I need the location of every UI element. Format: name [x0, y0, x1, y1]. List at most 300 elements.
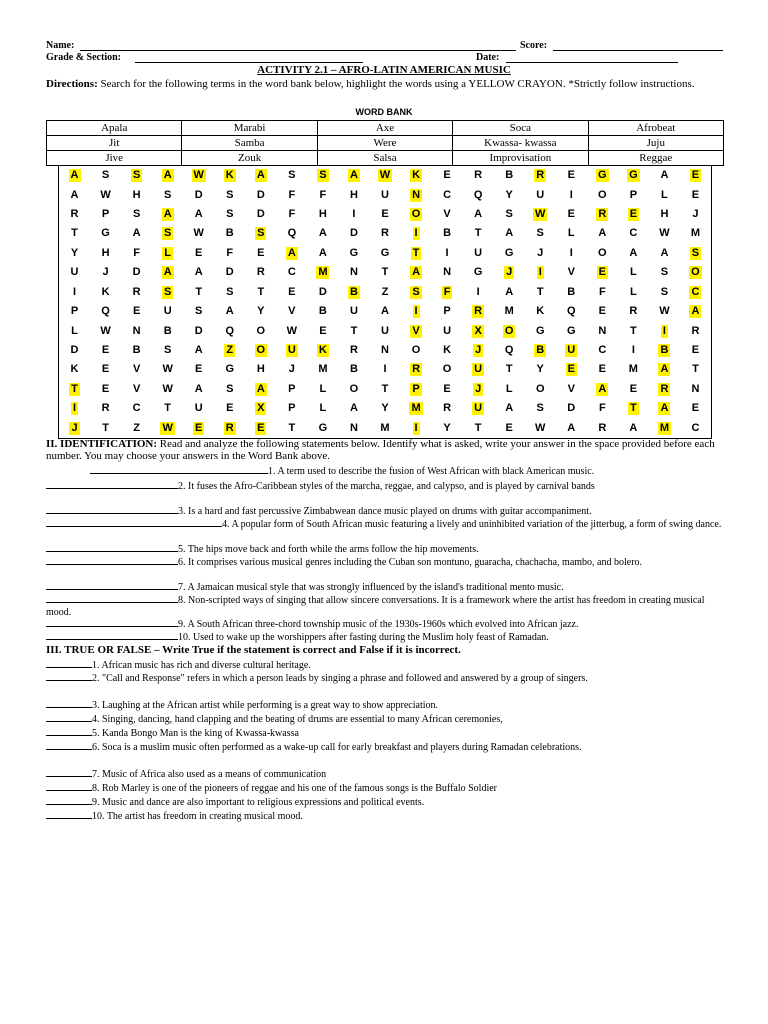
puzzle-cell[interactable]	[556, 244, 587, 263]
puzzle-cell[interactable]	[618, 399, 649, 418]
puzzle-cell[interactable]	[525, 341, 556, 360]
puzzle-cell[interactable]	[152, 341, 183, 360]
puzzle-cell[interactable]	[618, 302, 649, 321]
puzzle-cell[interactable]	[59, 224, 90, 243]
puzzle-cell[interactable]	[59, 244, 90, 263]
puzzle-cell[interactable]	[680, 263, 711, 282]
puzzle-cell[interactable]	[59, 283, 90, 302]
puzzle-cell[interactable]	[556, 283, 587, 302]
puzzle-cell[interactable]	[121, 341, 152, 360]
puzzle-cell[interactable]	[680, 302, 711, 321]
puzzle-cell[interactable]	[369, 205, 400, 224]
puzzle-cell[interactable]	[59, 185, 90, 204]
puzzle-cell[interactable]	[587, 321, 618, 340]
answer-blank[interactable]	[46, 671, 92, 681]
puzzle-cell[interactable]	[556, 224, 587, 243]
puzzle-cell[interactable]	[587, 166, 618, 185]
answer-blank[interactable]	[46, 809, 92, 819]
puzzle-cell[interactable]	[649, 399, 680, 418]
puzzle-cell[interactable]	[90, 166, 121, 185]
answer-blank[interactable]	[46, 555, 178, 565]
puzzle-cell[interactable]	[463, 166, 494, 185]
puzzle-cell[interactable]	[152, 399, 183, 418]
puzzle-cell[interactable]	[494, 244, 525, 263]
puzzle-cell[interactable]	[556, 302, 587, 321]
puzzle-cell[interactable]	[183, 380, 214, 399]
puzzle-cell[interactable]	[525, 380, 556, 399]
puzzle-cell[interactable]	[680, 399, 711, 418]
puzzle-cell[interactable]	[338, 302, 369, 321]
puzzle-cell[interactable]	[494, 341, 525, 360]
puzzle-cell[interactable]	[214, 321, 245, 340]
puzzle-cell[interactable]	[369, 263, 400, 282]
puzzle-cell[interactable]	[214, 205, 245, 224]
puzzle-cell[interactable]	[525, 185, 556, 204]
puzzle-cell[interactable]	[463, 263, 494, 282]
puzzle-cell[interactable]	[152, 302, 183, 321]
puzzle-cell[interactable]	[121, 302, 152, 321]
puzzle-cell[interactable]	[338, 341, 369, 360]
puzzle-cell[interactable]	[587, 380, 618, 399]
puzzle-cell[interactable]	[183, 283, 214, 302]
puzzle-cell[interactable]	[432, 283, 463, 302]
puzzle-cell[interactable]	[59, 419, 90, 438]
puzzle-cell[interactable]	[245, 244, 276, 263]
puzzle-cell[interactable]	[649, 283, 680, 302]
puzzle-cell[interactable]	[432, 244, 463, 263]
puzzle-cell[interactable]	[649, 380, 680, 399]
puzzle-cell[interactable]	[152, 205, 183, 224]
puzzle-cell[interactable]	[59, 302, 90, 321]
puzzle-cell[interactable]	[307, 263, 338, 282]
puzzle-cell[interactable]	[183, 360, 214, 379]
puzzle-cell[interactable]	[369, 302, 400, 321]
puzzle-cell[interactable]	[152, 419, 183, 438]
puzzle-cell[interactable]	[432, 166, 463, 185]
puzzle-cell[interactable]	[463, 205, 494, 224]
puzzle-cell[interactable]	[432, 399, 463, 418]
puzzle-cell[interactable]	[494, 205, 525, 224]
puzzle-cell[interactable]	[90, 321, 121, 340]
puzzle-cell[interactable]	[214, 341, 245, 360]
puzzle-cell[interactable]	[432, 185, 463, 204]
puzzle-cell[interactable]	[307, 283, 338, 302]
puzzle-cell[interactable]	[214, 399, 245, 418]
puzzle-cell[interactable]	[369, 419, 400, 438]
puzzle-cell[interactable]	[338, 244, 369, 263]
puzzle-cell[interactable]	[369, 244, 400, 263]
puzzle-cell[interactable]	[183, 166, 214, 185]
puzzle-cell[interactable]	[463, 283, 494, 302]
puzzle-cell[interactable]	[59, 380, 90, 399]
puzzle-cell[interactable]	[307, 302, 338, 321]
puzzle-cell[interactable]	[401, 166, 432, 185]
puzzle-cell[interactable]	[121, 263, 152, 282]
puzzle-cell[interactable]	[121, 419, 152, 438]
answer-blank[interactable]	[46, 712, 92, 722]
puzzle-cell[interactable]	[276, 283, 307, 302]
puzzle-cell[interactable]	[276, 302, 307, 321]
puzzle-cell[interactable]	[680, 166, 711, 185]
puzzle-cell[interactable]	[401, 185, 432, 204]
puzzle-cell[interactable]	[587, 302, 618, 321]
puzzle-cell[interactable]	[556, 380, 587, 399]
answer-blank[interactable]	[46, 698, 92, 708]
puzzle-cell[interactable]	[214, 360, 245, 379]
puzzle-cell[interactable]	[587, 419, 618, 438]
puzzle-cell[interactable]	[338, 380, 369, 399]
puzzle-cell[interactable]	[276, 380, 307, 399]
puzzle-cell[interactable]	[525, 302, 556, 321]
puzzle-cell[interactable]	[307, 224, 338, 243]
puzzle-cell[interactable]	[556, 185, 587, 204]
puzzle-cell[interactable]	[556, 263, 587, 282]
puzzle-cell[interactable]	[214, 263, 245, 282]
puzzle-cell[interactable]	[338, 185, 369, 204]
puzzle-cell[interactable]	[214, 302, 245, 321]
puzzle-cell[interactable]	[649, 166, 680, 185]
puzzle-cell[interactable]	[90, 244, 121, 263]
puzzle-cell[interactable]	[121, 185, 152, 204]
puzzle-cell[interactable]	[587, 283, 618, 302]
answer-blank[interactable]	[46, 542, 178, 552]
puzzle-cell[interactable]	[152, 360, 183, 379]
puzzle-cell[interactable]	[618, 321, 649, 340]
puzzle-cell[interactable]	[152, 244, 183, 263]
puzzle-cell[interactable]	[121, 244, 152, 263]
puzzle-cell[interactable]	[152, 224, 183, 243]
puzzle-cell[interactable]	[401, 321, 432, 340]
puzzle-cell[interactable]	[307, 185, 338, 204]
puzzle-cell[interactable]	[276, 399, 307, 418]
puzzle-cell[interactable]	[680, 244, 711, 263]
puzzle-cell[interactable]	[245, 263, 276, 282]
puzzle-cell[interactable]	[649, 360, 680, 379]
puzzle-cell[interactable]	[525, 205, 556, 224]
puzzle-cell[interactable]	[245, 185, 276, 204]
puzzle-cell[interactable]	[90, 419, 121, 438]
score-field[interactable]	[553, 50, 723, 51]
puzzle-cell[interactable]	[618, 185, 649, 204]
puzzle-cell[interactable]	[121, 399, 152, 418]
puzzle-cell[interactable]	[401, 419, 432, 438]
puzzle-cell[interactable]	[152, 283, 183, 302]
puzzle-cell[interactable]	[338, 166, 369, 185]
puzzle-cell[interactable]	[152, 166, 183, 185]
puzzle-cell[interactable]	[183, 185, 214, 204]
puzzle-cell[interactable]	[121, 166, 152, 185]
puzzle-cell[interactable]	[90, 205, 121, 224]
puzzle-cell[interactable]	[90, 380, 121, 399]
puzzle-cell[interactable]	[463, 360, 494, 379]
puzzle-cell[interactable]	[214, 283, 245, 302]
puzzle-cell[interactable]	[556, 321, 587, 340]
puzzle-cell[interactable]	[307, 321, 338, 340]
puzzle-cell[interactable]	[556, 341, 587, 360]
puzzle-cell[interactable]	[307, 205, 338, 224]
puzzle-cell[interactable]	[618, 341, 649, 360]
puzzle-cell[interactable]	[494, 283, 525, 302]
answer-blank[interactable]	[46, 781, 92, 791]
puzzle-cell[interactable]	[649, 244, 680, 263]
answer-blank[interactable]	[46, 726, 92, 736]
answer-blank[interactable]	[90, 464, 268, 474]
puzzle-cell[interactable]	[369, 283, 400, 302]
puzzle-cell[interactable]	[276, 244, 307, 263]
puzzle-cell[interactable]	[152, 185, 183, 204]
puzzle-cell[interactable]	[121, 380, 152, 399]
puzzle-cell[interactable]	[183, 419, 214, 438]
puzzle-cell[interactable]	[369, 380, 400, 399]
puzzle-cell[interactable]	[245, 341, 276, 360]
puzzle-cell[interactable]	[121, 360, 152, 379]
puzzle-cell[interactable]	[307, 360, 338, 379]
puzzle-cell[interactable]	[369, 224, 400, 243]
puzzle-cell[interactable]	[494, 380, 525, 399]
puzzle-cell[interactable]	[494, 419, 525, 438]
puzzle-cell[interactable]	[401, 360, 432, 379]
puzzle-cell[interactable]	[494, 302, 525, 321]
puzzle-cell[interactable]	[432, 302, 463, 321]
puzzle-cell[interactable]	[90, 399, 121, 418]
puzzle-cell[interactable]	[525, 224, 556, 243]
puzzle-cell[interactable]	[121, 283, 152, 302]
puzzle-cell[interactable]	[680, 205, 711, 224]
puzzle-cell[interactable]	[245, 205, 276, 224]
puzzle-cell[interactable]	[525, 399, 556, 418]
puzzle-cell[interactable]	[276, 263, 307, 282]
puzzle-cell[interactable]	[59, 321, 90, 340]
puzzle-cell[interactable]	[401, 263, 432, 282]
puzzle-cell[interactable]	[618, 360, 649, 379]
puzzle-cell[interactable]	[369, 166, 400, 185]
puzzle-cell[interactable]	[59, 166, 90, 185]
puzzle-cell[interactable]	[649, 341, 680, 360]
puzzle-cell[interactable]	[649, 224, 680, 243]
puzzle-cell[interactable]	[276, 185, 307, 204]
puzzle-cell[interactable]	[587, 244, 618, 263]
puzzle-cell[interactable]	[649, 419, 680, 438]
puzzle-cell[interactable]	[463, 302, 494, 321]
puzzle-cell[interactable]	[680, 341, 711, 360]
answer-blank[interactable]	[46, 767, 92, 777]
puzzle-cell[interactable]	[59, 399, 90, 418]
puzzle-cell[interactable]	[245, 224, 276, 243]
puzzle-cell[interactable]	[556, 419, 587, 438]
puzzle-cell[interactable]	[680, 360, 711, 379]
puzzle-cell[interactable]	[463, 341, 494, 360]
puzzle-cell[interactable]	[618, 244, 649, 263]
puzzle-cell[interactable]	[432, 341, 463, 360]
puzzle-cell[interactable]	[525, 263, 556, 282]
puzzle-cell[interactable]	[214, 224, 245, 243]
answer-blank[interactable]	[46, 580, 178, 590]
puzzle-cell[interactable]	[59, 360, 90, 379]
puzzle-cell[interactable]	[152, 380, 183, 399]
puzzle-cell[interactable]	[183, 302, 214, 321]
puzzle-cell[interactable]	[245, 302, 276, 321]
puzzle-cell[interactable]	[307, 380, 338, 399]
puzzle-cell[interactable]	[618, 205, 649, 224]
puzzle-cell[interactable]	[307, 166, 338, 185]
puzzle-cell[interactable]	[401, 244, 432, 263]
puzzle-cell[interactable]	[183, 263, 214, 282]
puzzle-cell[interactable]	[276, 166, 307, 185]
puzzle-cell[interactable]	[587, 263, 618, 282]
puzzle-cell[interactable]	[680, 224, 711, 243]
puzzle-cell[interactable]	[556, 399, 587, 418]
puzzle-cell[interactable]	[183, 399, 214, 418]
puzzle-cell[interactable]	[680, 419, 711, 438]
puzzle-cell[interactable]	[556, 205, 587, 224]
answer-blank[interactable]	[46, 517, 222, 527]
grade-section-field[interactable]	[135, 62, 363, 63]
puzzle-cell[interactable]	[401, 341, 432, 360]
puzzle-cell[interactable]	[245, 380, 276, 399]
puzzle-cell[interactable]	[183, 205, 214, 224]
puzzle-cell[interactable]	[649, 205, 680, 224]
puzzle-cell[interactable]	[276, 360, 307, 379]
puzzle-cell[interactable]	[369, 360, 400, 379]
puzzle-cell[interactable]	[401, 380, 432, 399]
puzzle-cell[interactable]	[214, 244, 245, 263]
puzzle-cell[interactable]	[338, 263, 369, 282]
puzzle-cell[interactable]	[214, 185, 245, 204]
puzzle-cell[interactable]	[90, 263, 121, 282]
puzzle-cell[interactable]	[183, 224, 214, 243]
puzzle-cell[interactable]	[587, 185, 618, 204]
puzzle-cell[interactable]	[525, 360, 556, 379]
puzzle-cell[interactable]	[618, 283, 649, 302]
puzzle-cell[interactable]	[369, 321, 400, 340]
puzzle-cell[interactable]	[245, 283, 276, 302]
puzzle-cell[interactable]	[587, 399, 618, 418]
puzzle-cell[interactable]	[401, 283, 432, 302]
puzzle-cell[interactable]	[432, 321, 463, 340]
puzzle-cell[interactable]	[369, 185, 400, 204]
puzzle-cell[interactable]	[494, 263, 525, 282]
puzzle-cell[interactable]	[494, 185, 525, 204]
puzzle-cell[interactable]	[463, 185, 494, 204]
puzzle-cell[interactable]	[245, 399, 276, 418]
puzzle-cell[interactable]	[90, 224, 121, 243]
puzzle-cell[interactable]	[494, 166, 525, 185]
puzzle-cell[interactable]	[525, 244, 556, 263]
puzzle-cell[interactable]	[338, 399, 369, 418]
puzzle-cell[interactable]	[307, 399, 338, 418]
puzzle-cell[interactable]	[618, 166, 649, 185]
puzzle-cell[interactable]	[214, 380, 245, 399]
puzzle-cell[interactable]	[649, 263, 680, 282]
puzzle-cell[interactable]	[463, 399, 494, 418]
name-field[interactable]	[80, 50, 516, 51]
puzzle-cell[interactable]	[307, 341, 338, 360]
puzzle-cell[interactable]	[494, 321, 525, 340]
puzzle-cell[interactable]	[90, 185, 121, 204]
puzzle-cell[interactable]	[121, 205, 152, 224]
puzzle-cell[interactable]	[525, 419, 556, 438]
puzzle-cell[interactable]	[525, 321, 556, 340]
puzzle-cell[interactable]	[618, 380, 649, 399]
puzzle-cell[interactable]	[680, 321, 711, 340]
puzzle-cell[interactable]	[401, 205, 432, 224]
puzzle-cell[interactable]	[556, 360, 587, 379]
puzzle-cell[interactable]	[276, 205, 307, 224]
puzzle-cell[interactable]	[214, 166, 245, 185]
puzzle-cell[interactable]	[649, 185, 680, 204]
puzzle-cell[interactable]	[463, 380, 494, 399]
puzzle-cell[interactable]	[680, 380, 711, 399]
puzzle-cell[interactable]	[618, 224, 649, 243]
puzzle-cell[interactable]	[525, 166, 556, 185]
puzzle-cell[interactable]	[276, 341, 307, 360]
puzzle-cell[interactable]	[587, 360, 618, 379]
puzzle-cell[interactable]	[338, 360, 369, 379]
puzzle-cell[interactable]	[307, 419, 338, 438]
puzzle-cell[interactable]	[183, 244, 214, 263]
puzzle-cell[interactable]	[369, 341, 400, 360]
puzzle-cell[interactable]	[59, 205, 90, 224]
puzzle-cell[interactable]	[183, 341, 214, 360]
puzzle-cell[interactable]	[494, 399, 525, 418]
puzzle-cell[interactable]	[618, 419, 649, 438]
answer-blank[interactable]	[46, 593, 178, 603]
puzzle-cell[interactable]	[494, 224, 525, 243]
puzzle-cell[interactable]	[214, 419, 245, 438]
puzzle-cell[interactable]	[401, 224, 432, 243]
puzzle-cell[interactable]	[401, 399, 432, 418]
puzzle-cell[interactable]	[245, 360, 276, 379]
puzzle-cell[interactable]	[152, 321, 183, 340]
puzzle-cell[interactable]	[90, 360, 121, 379]
puzzle-cell[interactable]	[432, 205, 463, 224]
puzzle-cell[interactable]	[680, 283, 711, 302]
puzzle-cell[interactable]	[276, 321, 307, 340]
puzzle-cell[interactable]	[307, 244, 338, 263]
answer-blank[interactable]	[46, 479, 178, 489]
puzzle-cell[interactable]	[59, 341, 90, 360]
puzzle-cell[interactable]	[245, 166, 276, 185]
puzzle-cell[interactable]	[587, 205, 618, 224]
puzzle-cell[interactable]	[183, 321, 214, 340]
puzzle-cell[interactable]	[432, 380, 463, 399]
puzzle-cell[interactable]	[587, 224, 618, 243]
puzzle-cell[interactable]	[494, 360, 525, 379]
puzzle-cell[interactable]	[245, 419, 276, 438]
puzzle-cell[interactable]	[432, 224, 463, 243]
puzzle-cell[interactable]	[432, 419, 463, 438]
puzzle-cell[interactable]	[463, 224, 494, 243]
answer-blank[interactable]	[46, 740, 92, 750]
answer-blank[interactable]	[46, 630, 178, 640]
puzzle-cell[interactable]	[587, 341, 618, 360]
answer-blank[interactable]	[46, 504, 178, 514]
puzzle-cell[interactable]	[463, 244, 494, 263]
puzzle-cell[interactable]	[618, 263, 649, 282]
puzzle-cell[interactable]	[90, 302, 121, 321]
puzzle-cell[interactable]	[649, 302, 680, 321]
puzzle-cell[interactable]	[432, 360, 463, 379]
puzzle-cell[interactable]	[525, 283, 556, 302]
answer-blank[interactable]	[46, 795, 92, 805]
puzzle-cell[interactable]	[121, 224, 152, 243]
puzzle-cell[interactable]	[276, 224, 307, 243]
puzzle-cell[interactable]	[463, 419, 494, 438]
date-field[interactable]	[506, 62, 678, 63]
puzzle-cell[interactable]	[680, 185, 711, 204]
puzzle-cell[interactable]	[121, 321, 152, 340]
puzzle-cell[interactable]	[90, 283, 121, 302]
